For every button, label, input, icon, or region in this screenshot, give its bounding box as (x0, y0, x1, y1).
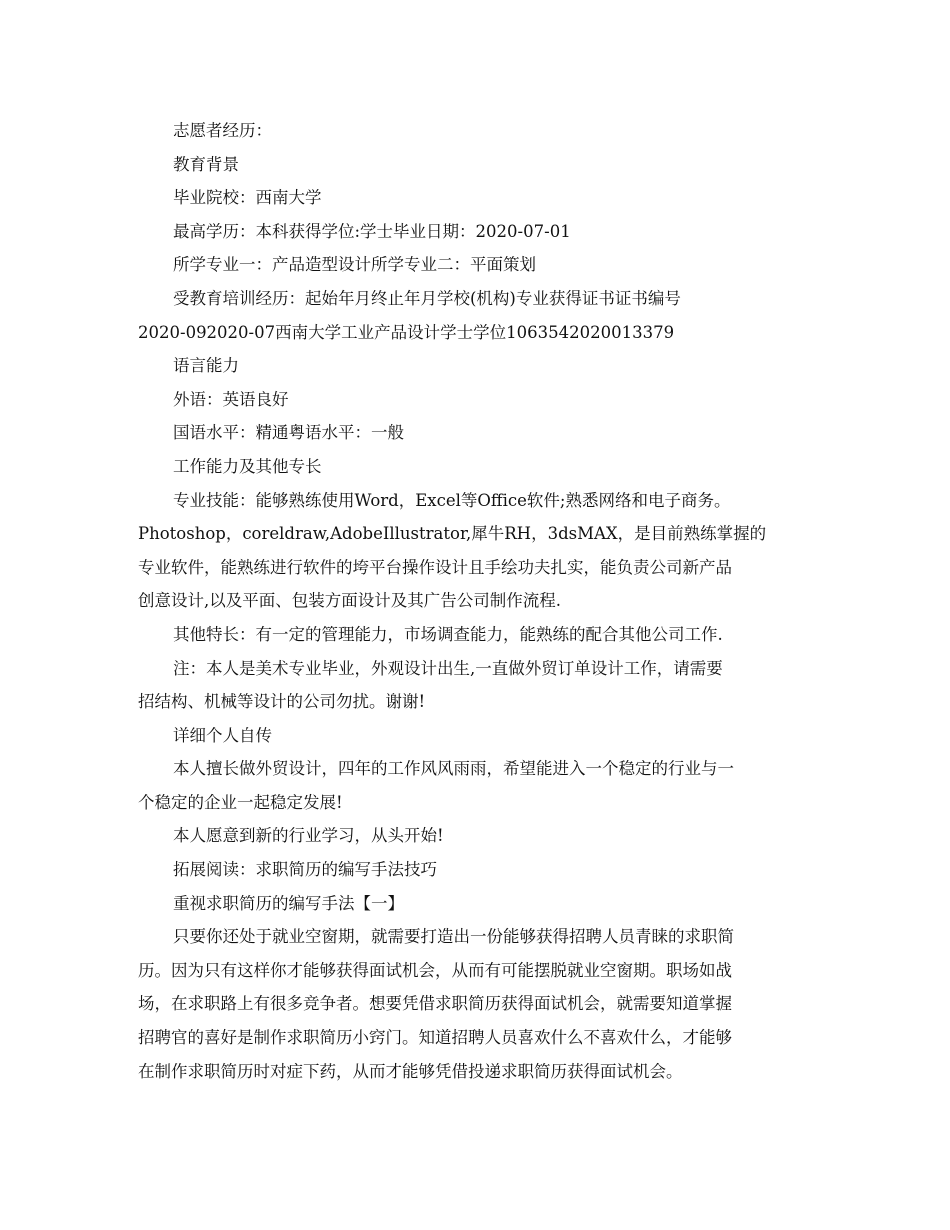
paragraph-line: 历。因为只有这样你才能够获得面试机会，从而有可能摆脱就业空窗期。职场如战 (138, 960, 732, 980)
paragraph-line: 只要你还处于就业空窗期，就需要打造出一份能够获得招聘人员青睐的求职简 (173, 927, 734, 947)
paragraph-line: 专业软件，能熟练进行软件的垮平台操作设计且手绘功夫扎实，能负责公司新产品 (138, 557, 732, 577)
line-major: 所学专业一：产品造型设计所学专业二：平面策划 (173, 255, 536, 275)
heading-section-one: 重视求职简历的编写手法【一】 (173, 893, 404, 913)
heading-language: 语言能力 (173, 356, 239, 376)
paragraph-line: 其他特长：有一定的管理能力，市场调查能力，能熟练的配合其他公司工作. (173, 624, 723, 644)
heading-autobiography: 详细个人自传 (173, 725, 272, 745)
paragraph-line: 创意设计,以及平面、包装方面设计及其广告公司制作流程. (138, 591, 561, 611)
line-foreign-language: 外语：英语良好 (173, 389, 289, 409)
paragraph-line: 专业技能：能够熟练使用Word，Excel等Office软件;熟悉网络和电子商务。 (173, 490, 731, 510)
document-body (138, 114, 813, 1088)
line-training-header: 受教育培训经历：起始年月终止年月学校(机构)专业获得证书证书编号 (173, 288, 681, 308)
paragraph-line: 在制作求职简历时对症下药，从而才能够凭借投递求职简历获得面试机会。 (138, 1061, 683, 1081)
paragraph-line: 场，在求职路上有很多竞争者。想要凭借求职简历获得面试机会，就需要知道掌握 (138, 994, 732, 1014)
line-training-record: 2020-092020-07西南大学工业产品设计学士学位1063542020013379 (138, 322, 675, 342)
line-school: 毕业院校：西南大学 (173, 188, 322, 208)
paragraph-line: 注：本人是美术专业毕业，外观设计出生,一直做外贸订单设计工作，请需要 (173, 658, 723, 678)
line-mandarin-cantonese: 国语水平：精通粤语水平：一般 (173, 423, 404, 443)
heading-education: 教育背景 (173, 154, 239, 174)
heading-volunteer: 志愿者经历： (173, 121, 272, 140)
paragraph-line: 招结构、机械等设计的公司勿扰。谢谢! (138, 692, 426, 712)
paragraph-line: 本人擅长做外贸设计，四年的工作风风雨雨，希望能进入一个稳定的行业与一 (173, 759, 734, 779)
line-degree: 最高学历：本科获得学位:学士毕业日期：2020-07-01 (173, 221, 571, 241)
paragraph-line: 招聘官的喜好是制作求职简历小窍门。知道招聘人员喜欢什么不喜欢什么，才能够 (138, 1028, 732, 1048)
heading-skills: 工作能力及其他专长 (173, 456, 322, 476)
paragraph-line: 个稳定的企业一起稳定发展! (138, 792, 343, 812)
paragraph-line: 本人愿意到新的行业学习，从头开始! (173, 826, 444, 846)
heading-extended-reading: 拓展阅读：求职简历的编写手法技巧 (173, 860, 437, 880)
paragraph-line: Photoshop，coreldraw,AdobeIllustrator,犀牛RH，3dsMAX，是目前熟练掌握的 (138, 524, 767, 544)
